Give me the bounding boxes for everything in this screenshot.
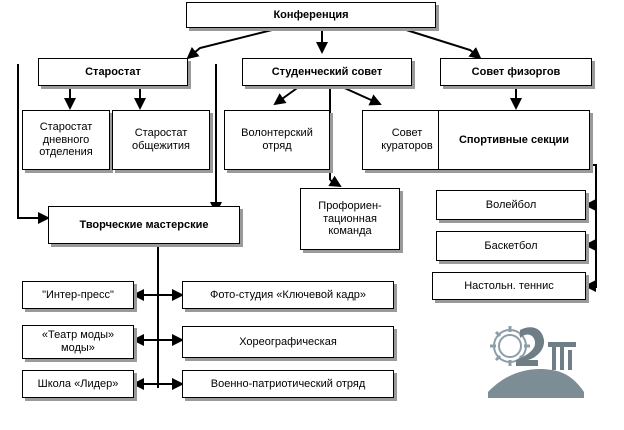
node-sport-council[interactable]: [440, 58, 592, 86]
node-conference[interactable]: [186, 2, 436, 28]
node-label: Школа «Лидер»: [37, 377, 119, 390]
node-label: Старостат: [85, 65, 141, 78]
node-fashion-theatre[interactable]: [22, 325, 134, 359]
node-label: Спортивные секции: [458, 133, 570, 146]
node-label: Баскетбол: [484, 239, 538, 252]
node-leader-school[interactable]: [22, 370, 134, 398]
node-starostat[interactable]: [38, 58, 188, 86]
node-interpress[interactable]: [22, 281, 134, 309]
node-creative[interactable]: [48, 206, 240, 244]
node-label: Студенческий совет: [271, 65, 383, 78]
node-label: Совет кураторов: [381, 127, 433, 152]
node-starostat-day[interactable]: [22, 110, 110, 170]
node-choreo[interactable]: [182, 326, 394, 358]
node-label: Конференция: [273, 8, 349, 21]
node-label: Профориен-тационная команда: [318, 200, 382, 238]
node-sport-sections[interactable]: [438, 110, 590, 170]
node-proforient[interactable]: [300, 188, 400, 250]
node-label: Хореографическая: [239, 335, 337, 348]
node-label: Творческие мастерские: [79, 218, 209, 231]
node-student-council[interactable]: [242, 58, 412, 86]
node-table-tennis[interactable]: [432, 272, 586, 300]
node-label: Совет физоргов: [471, 65, 561, 78]
node-label: «Театр моды» моды»: [41, 329, 115, 354]
node-basketball[interactable]: [436, 231, 586, 261]
node-label: Старостат общежития: [132, 127, 190, 152]
node-label: "Интер-пресс": [42, 288, 114, 301]
node-label: Волейбол: [485, 198, 537, 211]
node-volunteer[interactable]: [224, 110, 330, 170]
node-starostat-dorm[interactable]: [112, 110, 210, 170]
node-label: Старостат дневного отделения: [39, 121, 93, 159]
node-label: Фото-студия «Ключевой кадр»: [210, 288, 366, 301]
organization-logo: [480, 318, 590, 400]
node-label: Военно-патриотический отряд: [210, 377, 366, 390]
node-label: Настольн. теннис: [464, 279, 554, 292]
node-photo-studio[interactable]: [182, 281, 394, 309]
node-patriot[interactable]: [182, 370, 394, 398]
node-volleyball[interactable]: [436, 190, 586, 220]
node-label: Волонтерский отряд: [241, 127, 313, 152]
